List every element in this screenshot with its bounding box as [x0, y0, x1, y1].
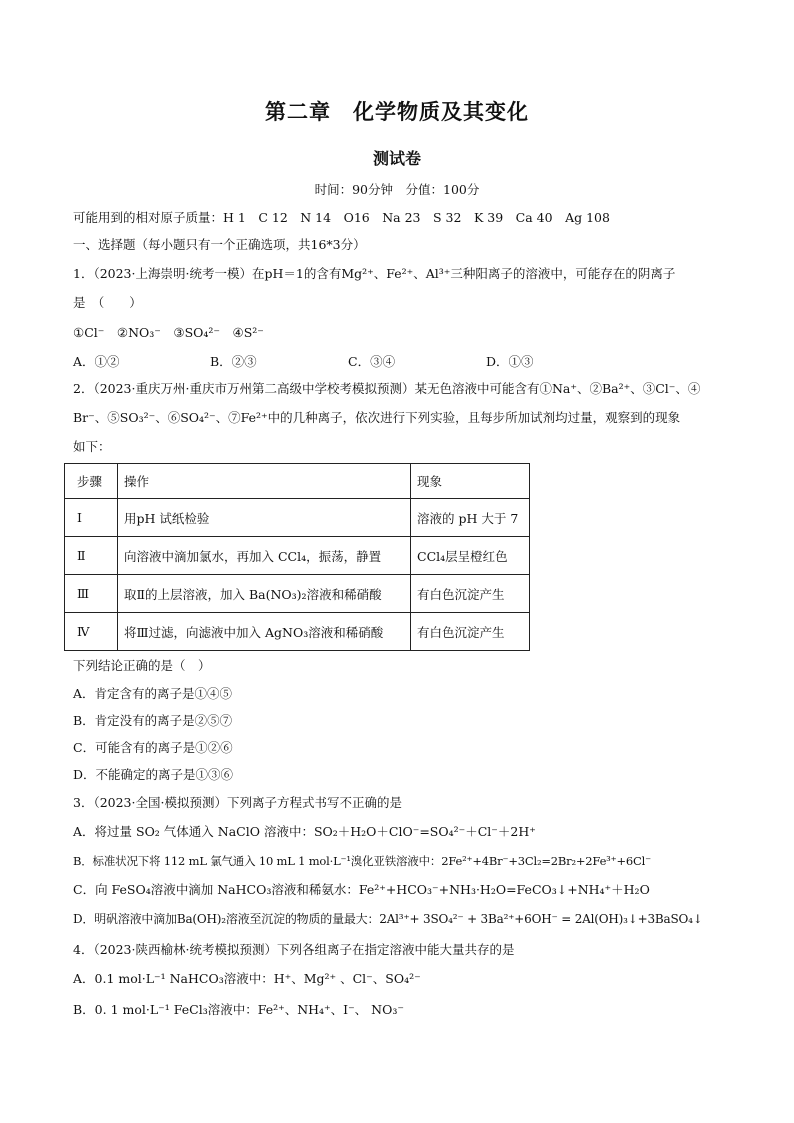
page-subtitle: 测试卷	[372, 149, 421, 168]
q4-stem: 4．（2023·陕西榆林·统考模拟预测）下列各组离子在指定溶液中能大量共存的是	[73, 942, 515, 957]
q1-stem-line2: 是 （ ）	[73, 295, 142, 310]
q2-stem-line3: 如下：	[73, 439, 111, 454]
q1-stem-line1: 1．（2023·上海崇明·统考一模）在pH＝1的含有Mg²⁺、Fe²⁺、Al³⁺三种阳离子的溶液中，可能存在的阴离子	[73, 266, 676, 281]
table-cell-step: Ⅰ	[65, 499, 118, 537]
table-cell-step: Ⅱ	[65, 537, 118, 575]
table-header-step: 步骤	[65, 464, 118, 499]
q1-answer-a: A．①②	[73, 354, 120, 369]
q1-answer-d: D．①③	[486, 354, 534, 369]
table-cell-phenomenon: 有白色沉淀产生	[411, 575, 530, 613]
q2-stem-line1: 2．（2023·重庆万州·重庆市万州第二高级中学校考模拟预测）某无色溶液中可能含有①Na⁺、②Ba²⁺、③Cl⁻、④	[73, 381, 701, 396]
table-cell-phenomenon: CCl₄层呈橙红色	[411, 537, 530, 575]
table-cell-operation: 将Ⅲ过滤，向滤液中加入 AgNO₃溶液和稀硝酸	[118, 613, 411, 651]
experiment-table	[64, 463, 530, 651]
q1-ion-options: ①Cl⁻ ②NO₃⁻ ③SO₄²⁻ ④S²⁻	[73, 325, 264, 340]
page-title: 第二章 化学物质及其变化	[265, 100, 529, 124]
atomic-masses: 可能用到的相对原子质量：H 1 C 12 N 14 O16 Na 23 S 32 K 39 Ca 40 Ag 108	[73, 210, 610, 225]
table-header-row	[65, 464, 530, 499]
table-row	[65, 537, 530, 575]
q1-answer-c: C．③④	[348, 354, 396, 369]
q2-answer-b: B．肯定没有的离子是②⑤⑦	[73, 713, 233, 728]
q2-stem-line2: Br⁻、⑤SO₃²⁻、⑥SO₄²⁻、⑦Fe²⁺中的几种离子，依次进行下列实验，且每步所加试剂均过量，观察到的现象	[73, 410, 681, 425]
q4-answer-b: B．0. 1 mol·L⁻¹ FeCl₃溶液中：Fe²⁺、NH₄⁺、I⁻、 NO₃⁻	[73, 1002, 404, 1017]
q3-answer-d: D．明矾溶液中滴加Ba(OH)₂溶液至沉淀的物质的量最大：2Al³⁺+ 3SO₄²⁻ + 3Ba²⁺+6OH⁻ = 2Al(OH)₃↓+3BaSO₄↓	[73, 912, 703, 926]
table-row	[65, 575, 530, 613]
table-row	[65, 499, 530, 537]
exam-meta: 时间：90分钟 分值：100分	[314, 182, 480, 197]
section-heading: 一、选择题（每小题只有一个正确选项，共16*3分）	[73, 237, 366, 252]
q2-answer-c: C．可能含有的离子是①②⑥	[73, 740, 233, 755]
table-row	[65, 613, 530, 651]
table-cell-operation: 向溶液中滴加氯水，再加入 CCl₄，振荡，静置	[118, 537, 411, 575]
q3-answer-a: A．将过量 SO₂ 气体通入 NaClO 溶液中：SO₂＋H₂O＋ClO⁻=SO₄²⁻＋Cl⁻＋2H⁺	[73, 824, 536, 839]
table-cell-operation: 用pH 试纸检验	[118, 499, 411, 537]
q2-answer-a: A．肯定含有的离子是①④⑤	[73, 686, 233, 701]
q4-answer-a: A．0.1 mol·L⁻¹ NaHCO₃溶液中：H⁺、Mg²⁺ 、Cl⁻、SO₄²⁻	[73, 971, 421, 986]
q3-answer-c: C．向 FeSO₄溶液中滴加 NaHCO₃溶液和稀氨水：Fe²⁺+HCO₃⁻+NH₃·H₂O=FeCO₃↓+NH₄⁺＋H₂O	[73, 882, 650, 897]
table-cell-step: Ⅳ	[65, 613, 118, 651]
q3-answer-b: B．标准状况下将 112 mL 氯气通入 10 mL 1 mol·L⁻¹溴化亚铁溶液中：2Fe²⁺+4Br⁻+3Cl₂=2Br₂+2Fe³⁺+6Cl⁻	[73, 854, 651, 868]
table-cell-phenomenon: 有白色沉淀产生	[411, 613, 530, 651]
q3-stem: 3．（2023·全国·模拟预测）下列离子方程式书写不正确的是	[73, 795, 402, 810]
q2-answer-d: D．不能确定的离子是①③⑥	[73, 767, 234, 782]
q1-answer-b: B．②③	[210, 354, 257, 369]
table-header-phenomenon: 现象	[411, 464, 530, 499]
table-cell-operation: 取Ⅱ的上层溶液，加入 Ba(NO₃)₂溶液和稀硝酸	[118, 575, 411, 613]
table-header-operation: 操作	[118, 464, 411, 499]
table-cell-phenomenon: 溶液的 pH 大于 7	[411, 499, 530, 537]
table-cell-step: Ⅲ	[65, 575, 118, 613]
q2-question: 下列结论正确的是（ ）	[73, 658, 211, 673]
